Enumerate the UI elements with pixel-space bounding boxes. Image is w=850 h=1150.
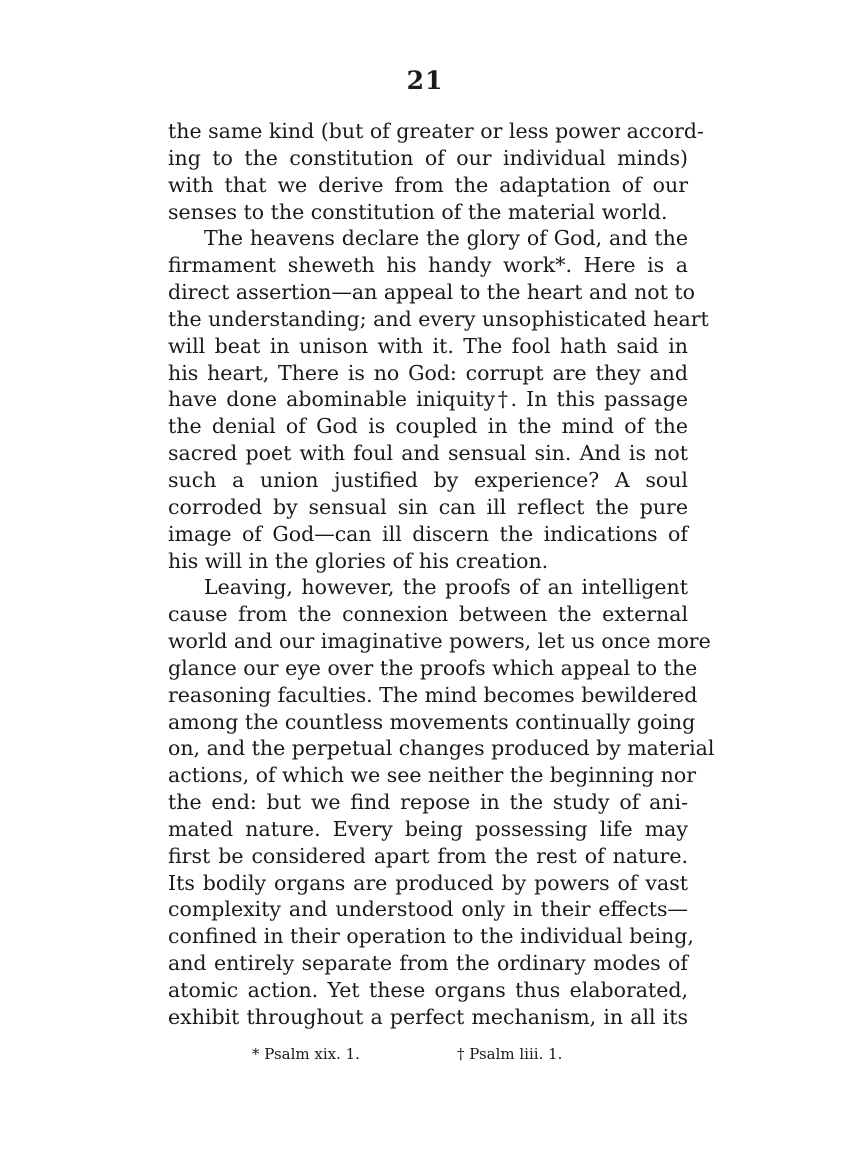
text-line: first be considered apart from the rest of nature. bbox=[168, 843, 688, 868]
text-line: the same kind (but of greater or less power accord- bbox=[168, 119, 704, 143]
text-line: sacred poet with foul and sensual sin. And is not bbox=[168, 441, 688, 466]
text-line: exhibit throughout a perfect mechanism, in all its bbox=[168, 1004, 688, 1029]
text-line: Leaving, however, the proofs of an intelligent bbox=[204, 575, 688, 600]
text-line: confined in their operation to the individual being, bbox=[168, 924, 694, 949]
text-line: actions, of which we see neither the beginning nor bbox=[168, 763, 696, 788]
page-number: 21 bbox=[406, 66, 444, 95]
text-line: his heart, There is no God: corrupt are they and bbox=[168, 360, 688, 385]
text-line: cause from the connexion between the external bbox=[168, 602, 688, 627]
text-line: among the countless movements continually going bbox=[168, 709, 696, 734]
text-line: corroded by sensual sin can ill reflect the pure bbox=[168, 494, 688, 519]
text-line: on, and the perpetual changes produced by material bbox=[168, 736, 715, 761]
text-line: Its bodily organs are produced by powers of vast bbox=[168, 870, 688, 895]
body-text bbox=[168, 118, 715, 1031]
text-line: world and our imaginative powers, let us once more bbox=[168, 629, 711, 654]
text-line: with that we derive from the adaptation of our bbox=[168, 172, 688, 197]
text-line: glance our eye over the proofs which appeal to the bbox=[168, 655, 698, 680]
text-line: ing to the constitution of our individual minds) bbox=[168, 145, 688, 170]
text-line: atomic action. Yet these organs thus elaborated, bbox=[168, 978, 688, 1002]
text-line: such a union justified by experience? A soul bbox=[168, 467, 688, 492]
text-line: image of God—can ill discern the indications of bbox=[168, 521, 688, 546]
text-line: mated nature. Every being possessing life may bbox=[168, 816, 688, 841]
text-line: his will in the glories of his creation. bbox=[168, 548, 549, 573]
text-line: firmament sheweth his handy work*. Here is a bbox=[168, 253, 688, 278]
text-line: reasoning faculties. The mind becomes bewildered bbox=[168, 682, 698, 707]
text-line: will beat in unison with it. The fool hath said in bbox=[168, 333, 688, 358]
text-line: the understanding; and every unsophisticated heart bbox=[168, 306, 709, 331]
text-line: senses to the constitution of the material world. bbox=[168, 199, 668, 224]
text-line: complexity and understood only in their effects— bbox=[168, 897, 688, 922]
text-line: The heavens declare the glory of God, and the bbox=[204, 226, 688, 251]
footnote: * Psalm xix. 1. bbox=[252, 1045, 360, 1063]
text-line: direct assertion—an appeal to the heart and not to bbox=[168, 280, 695, 305]
text-line: the end: but we find repose in the study of ani- bbox=[168, 790, 688, 815]
footnote: † Psalm liii. 1. bbox=[457, 1045, 563, 1063]
text-line: the denial of God is coupled in the mind of the bbox=[168, 414, 688, 439]
text-line: have done abominable iniquity†. In this passage bbox=[168, 387, 688, 412]
text-line: and entirely separate from the ordinary modes of bbox=[168, 951, 688, 976]
